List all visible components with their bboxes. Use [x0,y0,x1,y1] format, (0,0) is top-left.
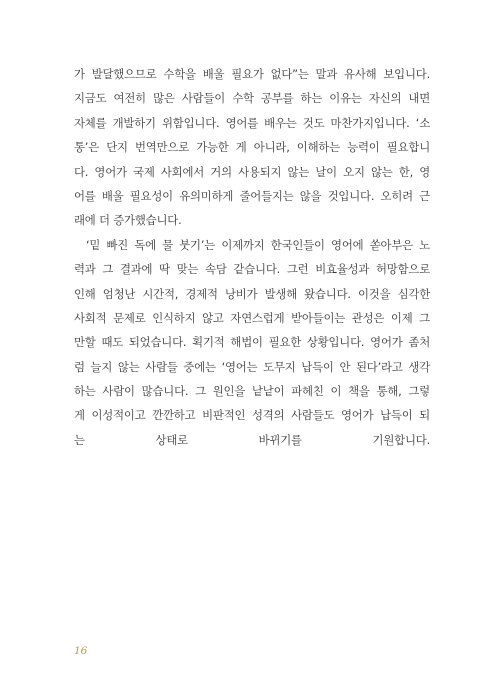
text-line: 력과 그 결과에 딱 맞는 속담 같습니다. 그런 비효율성과 허망함으로 [74,262,430,277]
body-text [74,62,430,477]
text-line: 다. 영어가 국제 사회에서 거의 사용되지 않는 날이 오지 않는 한, 영 [74,164,430,179]
text-line: 래에 더 증가했습니다. [74,213,182,228]
text-line: 만할 때도 되었습니다. 획기적 해법이 필요한 상황입니다. 영어가 좀처 [74,335,430,350]
page-number: 16 [74,645,88,657]
text-line: 인해 엄청난 시간적, 경제적 낭비가 발생해 왔습니다. 이것을 심각한 [74,286,430,301]
text-line: 하는 사람이 많습니다. 그 원인을 낱낱이 파헤친 이 책을 통해, 그렇 [74,384,430,399]
text-line: 가 발달했으므로 수학을 배울 필요가 없다”는 말과 유사해 보입니다. [74,67,430,81]
text-line: 사회적 문제로 인식하지 않고 자연스럽게 받아들이는 관성은 이제 그 [74,310,430,325]
text-line: 지금도 여전히 많은 사람들이 수학 공부를 하는 이유는 자신의 내면 [74,91,430,106]
text-line: 는 상태로 바뀌기를 기원합니다. [74,432,430,447]
text-line: 게 이성적이고 깐깐하고 비판적인 성격의 사람들도 영어가 납득이 되 [74,408,430,423]
text-line: 럼 늘지 않는 사람들 중에는 ‘영어는 도무지 납득이 안 된다’라고 생각 [74,359,430,374]
text-line: 어를 배울 필요성이 유의미하게 줄어들지는 않을 것입니다. 오히려 근 [74,188,430,203]
text-line: ‘밑 빠진 독에 물 붓기’는 이제까지 한국인들이 영어에 쏟아부은 노 [86,237,430,252]
text-line: 통’은 단지 번역만으로 가능한 게 아니라, 이해하는 능력이 필요합니 [74,140,430,155]
text-line: 자체를 개발하기 위함입니다. 영어를 배우는 것도 마찬가지입니다. ‘소 [74,115,430,130]
text-line [74,452,430,476]
